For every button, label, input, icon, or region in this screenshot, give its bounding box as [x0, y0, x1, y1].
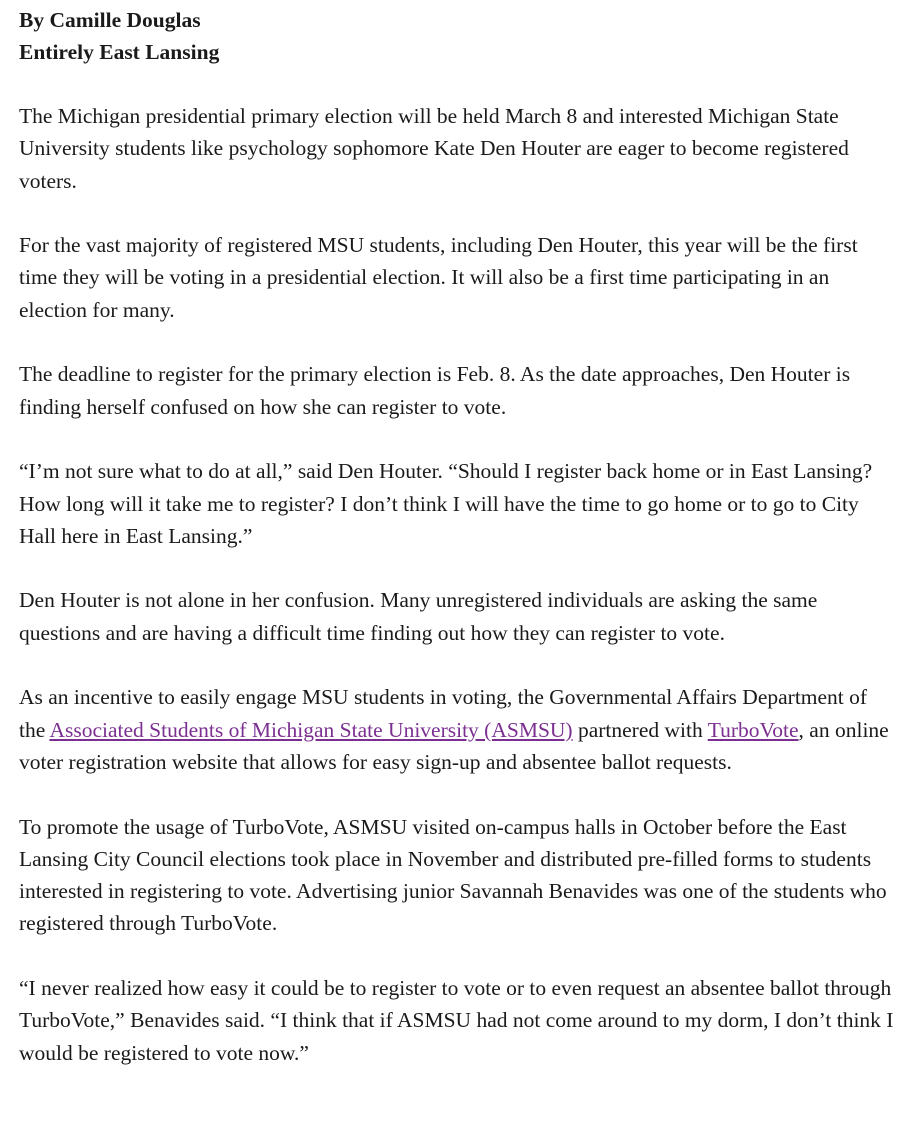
paragraph-1: The Michigan presidential primary election will be held March 8 and interested Michigan State University students like psychology sophomore Kate Den Houter are eager to become registered voters.: [19, 104, 849, 193]
asmsu-link[interactable]: Associated Students of Michigan State University (ASMSU): [49, 717, 573, 742]
paragraph-6: [19, 681, 895, 778]
paragraph-6-text-before: As an incentive to easily engage MSU students in voting, the Governmental Affairs Department of the: [19, 685, 868, 742]
paragraph-7: To promote the usage of TurboVote, ASMSU visited on-campus halls in October before the East Lansing City Council elections took place in November and distributed pre-filled forms to students interested in registering to vote. Advertising junior Savannah Benavides was one of the students who registered through TurboVote.: [19, 814, 887, 936]
paragraph-6-text-middle: partnered with: [572, 717, 708, 742]
paragraph-5: Den Houter is not alone in her confusion. Many unregistered individuals are asking the same questions and are having a difficult time finding out how they can register to vote.: [19, 588, 818, 645]
turbovote-link[interactable]: TurboVote: [707, 717, 799, 742]
paragraph-4: “I’m not sure what to do at all,” said Den Houter. “Should I register back home or in East Lansing? How long will it take me to register? I don’t think I will have the time to go home or to go to City Hall here in East Lansing.”: [19, 459, 873, 548]
paragraph-3: The deadline to register for the primary election is Feb. 8. As the date approaches, Den Houter is finding herself confused on how she can register to vote.: [19, 362, 851, 419]
paragraph-6-text-after: , an online voter registration website that allows for easy sign-up and absentee ballot requests.: [19, 717, 889, 774]
byline-block: [19, 4, 895, 68]
author-byline: By Camille Douglas: [19, 8, 201, 32]
paragraph-2: For the vast majority of registered MSU students, including Den Houter, this year will be the first time they will be voting in a presidential election. It will also be a first time participating in an election for many.: [19, 233, 858, 322]
paragraph-8: “I never realized how easy it could be to register to vote or to even request an absentee ballot through TurboVote,” Benavides said. “I think that if ASMSU had not come around to my dorm, I don’t think I would be registered to vote now.”: [19, 976, 894, 1065]
publication-name: Entirely East Lansing: [19, 40, 220, 64]
